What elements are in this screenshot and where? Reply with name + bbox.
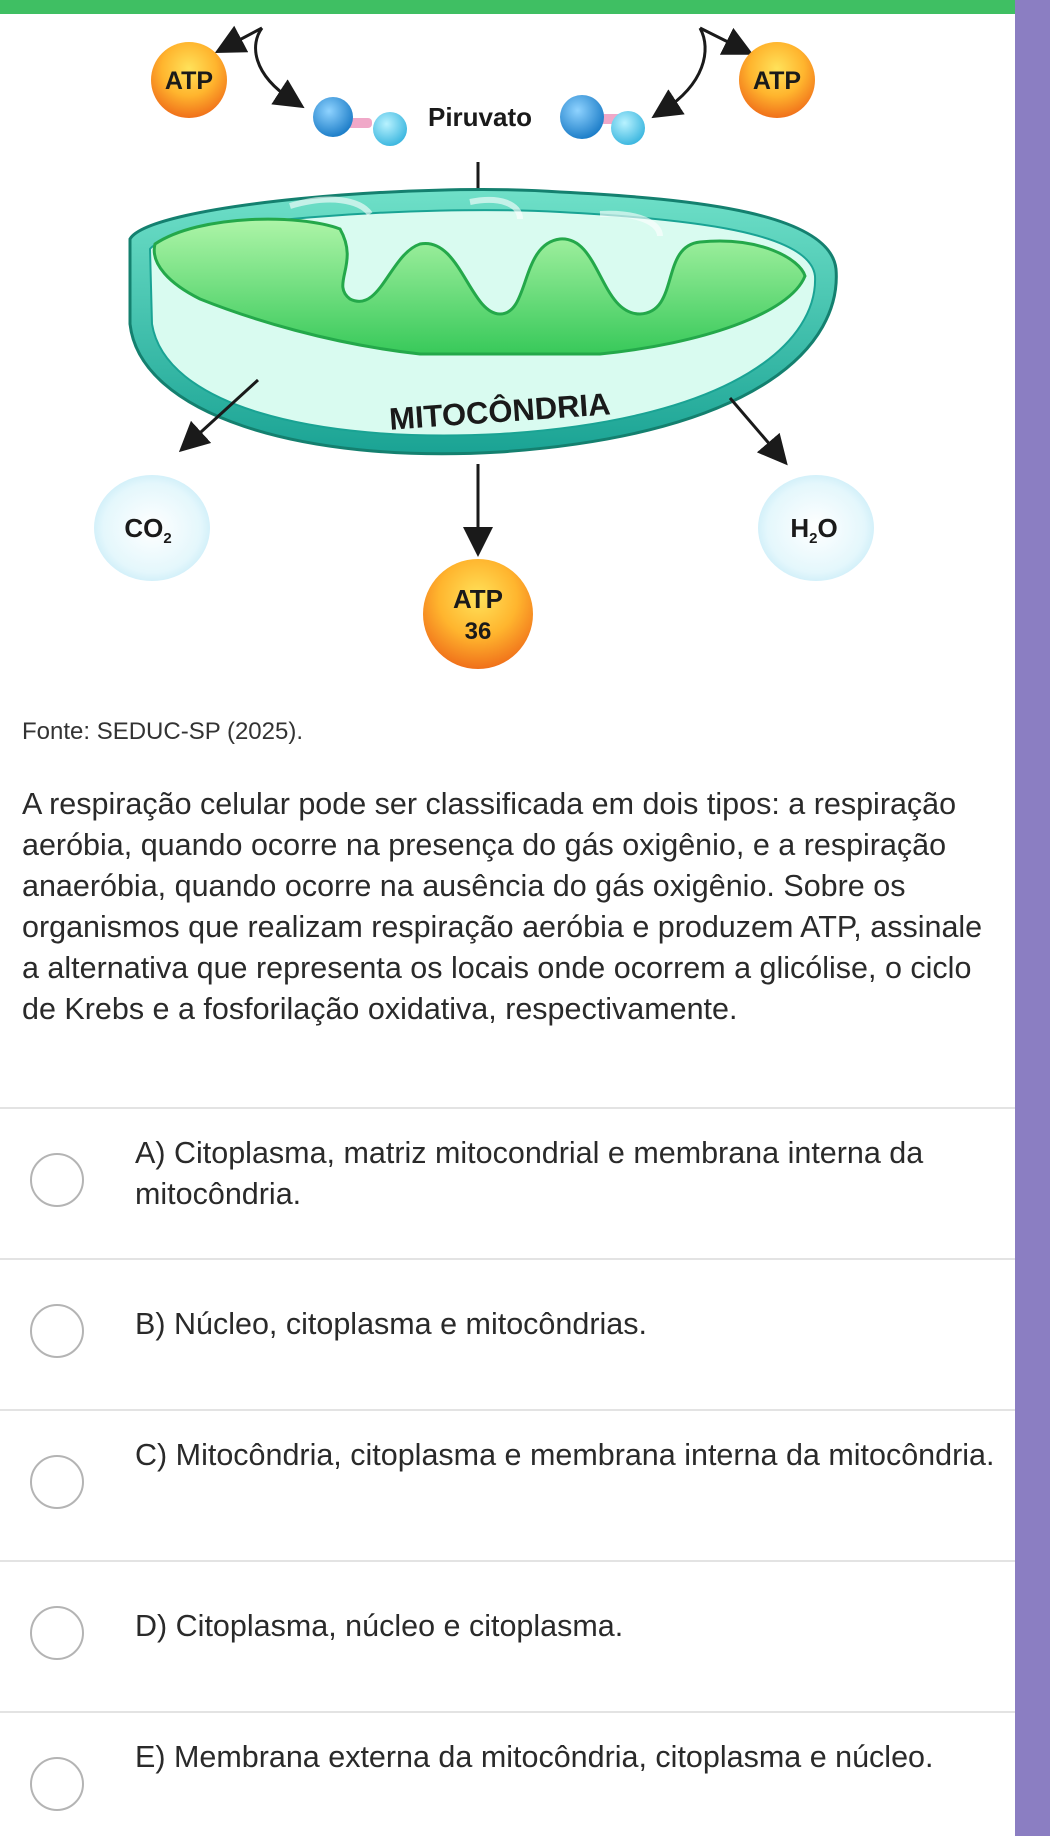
option-c-radio[interactable] <box>30 1455 84 1509</box>
option-e-label[interactable]: E) Membrana externa da mitocôndria, citoplasma e núcleo. <box>135 1740 934 1774</box>
option-a[interactable] <box>0 1109 1015 1260</box>
atp-top-right-label: ATP <box>752 67 802 95</box>
cellular-respiration-diagram <box>0 14 1015 690</box>
option-e-radio[interactable] <box>30 1757 84 1811</box>
option-b-radio[interactable] <box>30 1304 84 1358</box>
atp-top-right-icon <box>739 42 815 118</box>
mitochondria-label: MITOCÔNDRIA <box>388 386 612 437</box>
pyruvate-molecule-right <box>560 95 645 145</box>
pyruvate-molecule-left <box>313 97 407 146</box>
atp-bottom-count: 36 <box>464 618 492 645</box>
figure-source: Fonte: SEDUC-SP (2025). <box>22 718 304 745</box>
question-stem: A respiração celular pode ser classificada em dois tipos: a respiração aeróbia, quando ocorre na presença do gás oxigênio, e a respiração anaeróbia, quando ocorre na ausência do gás oxigênio. Sobre os organismos que realizam respiração aeróbia e produzem ATP, assinale a alternativa que representa os locais onde ocorrem a glicólise, o ciclo de Krebs e a fosforilação oxidativa, respectivamente. <box>22 787 983 1026</box>
co2-bubble <box>94 475 210 581</box>
arrow-to-h2o <box>730 398 778 454</box>
arrow-curve-right <box>664 28 705 110</box>
h2o-label-o: O <box>817 513 838 543</box>
option-d-label[interactable]: D) Citoplasma, núcleo e citoplasma. <box>135 1609 624 1643</box>
option-b-label[interactable]: B) Núcleo, citoplasma e mitocôndrias. <box>135 1307 647 1341</box>
h2o-label-h: H <box>790 513 810 543</box>
co2-label: CO <box>124 513 164 543</box>
atp-top-left-label: ATP <box>164 67 214 95</box>
diagram-svg <box>0 14 1015 690</box>
pyruvate-label: Piruvato <box>427 102 533 132</box>
atp-bottom-icon <box>423 559 533 669</box>
atp-bottom-label: ATP <box>452 584 504 614</box>
option-e[interactable] <box>0 1713 1015 1836</box>
co2-subscript: 2 <box>163 530 172 547</box>
option-a-label[interactable]: A) Citoplasma, matriz mitocondrial e membrana interna da mitocôndria. <box>135 1136 924 1211</box>
option-c-label[interactable]: C) Mitocôndria, citoplasma e membrana interna da mitocôndria. <box>135 1438 995 1472</box>
answer-options <box>0 1107 1015 1836</box>
option-d[interactable] <box>0 1562 1015 1713</box>
atp-top-left-icon <box>151 42 227 118</box>
arrow-curve-left <box>256 28 292 100</box>
option-c[interactable] <box>0 1411 1015 1562</box>
option-b[interactable] <box>0 1260 1015 1411</box>
top-accent-bar <box>0 0 1015 14</box>
h2o-bubble <box>758 475 874 581</box>
option-d-radio[interactable] <box>30 1606 84 1660</box>
mitochondrion-illustration <box>130 190 836 454</box>
option-a-radio[interactable] <box>30 1153 84 1207</box>
h2o-subscript: 2 <box>809 530 818 547</box>
